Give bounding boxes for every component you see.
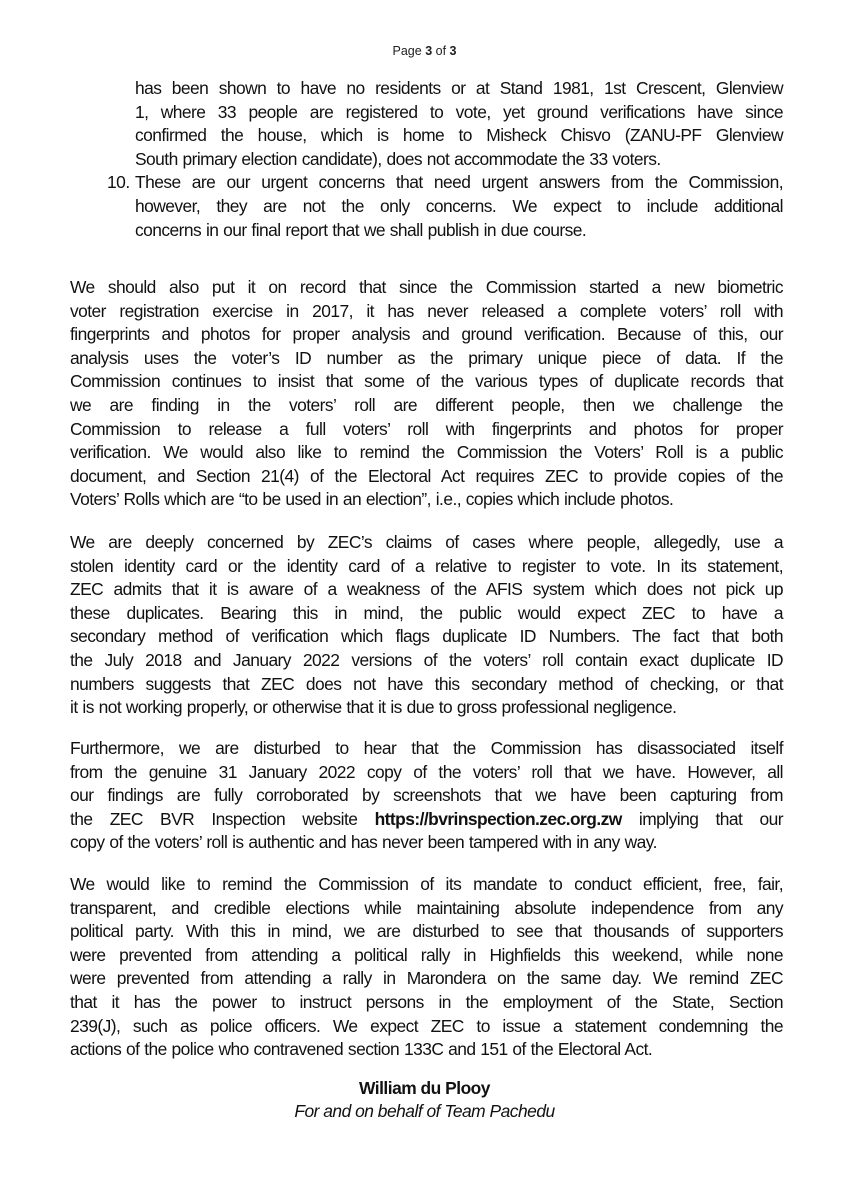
text-line: concerns in our final report that we shall publish in due course. (135, 219, 587, 240)
list-item-number: 10. (107, 172, 130, 193)
paragraph-stolen-identity (70, 531, 783, 720)
text-line: voter registration exercise in 2017, it has never released a complete voters’ roll with (70, 300, 783, 321)
text-line: 1, where 33 people are registered to vote, yet ground verifications have since (135, 101, 783, 122)
text-line: Furthermore, we are disturbed to hear that the Commission has disassociated itself (70, 738, 783, 758)
bvr-inspection-link[interactable]: https://bvrinspection.zec.org.zw (374, 808, 622, 829)
text-line: these duplicates. Bearing this in mind, the public would expect ZEC to have a (70, 602, 783, 623)
text-line: analysis uses the voter’s ID number as the primary unique piece of data. If the (70, 347, 783, 368)
text-line: were prevented from attending a rally in Marondera on the same day. We remind ZEC (70, 968, 783, 989)
text-line: from the genuine 31 January 2022 copy of the voters’ roll that we have. However, all (70, 761, 783, 782)
text-line: our findings are fully corroborated by screenshots that we have been capturing from (70, 785, 783, 806)
text-line: secondary method of verification which flags duplicate ID Numbers. The fact that both (70, 626, 783, 647)
text-line: fingerprints and photos for proper analysis and ground verification. Because of this, our (70, 324, 783, 345)
list-item-10 (107, 171, 783, 242)
text-line: verification. We would also like to remind the Commission the Voters’ Roll is a public (70, 442, 783, 463)
page-label: Page (392, 44, 422, 58)
url-line-after: implying that our (621, 808, 783, 829)
text-line: has been shown to have no residents or at Stand 1981, 1st Crescent, Glenview (135, 78, 783, 98)
paragraph-biometric-registration (70, 276, 783, 512)
text-line: political party. With this in mind, we are disturbed to see that thousands of supporters (70, 921, 783, 942)
text-line: transparent, and credible elections while maintaining absolute independence from any (70, 897, 783, 918)
text-line: document, and Section 21(4) of the Electoral Act requires ZEC to provide copies of the (70, 465, 783, 486)
text-line: it is not working properly, or otherwise that it is due to gross professional negligence. (70, 697, 677, 718)
text-line: South primary election candidate), does not accommodate the 33 voters. (135, 148, 661, 169)
page-number-header (0, 44, 849, 58)
list-item-text (135, 171, 783, 242)
text-line: confirmed the house, which is home to Misheck Chisvo (ZANU-PF Glenview (135, 125, 783, 146)
page-current: 3 (425, 44, 433, 58)
text-line: We would like to remind the Commission of its mandate to conduct efficient, free, fair, (70, 874, 783, 894)
text-line: numbers suggests that ZEC does not have this secondary method of checking, or that (70, 673, 783, 694)
text-line-with-url (70, 808, 783, 832)
paragraph-voters-roll-copy (70, 737, 783, 855)
text-line: copy of the voters’ roll is authentic and has never been tampered with in any way. (70, 832, 657, 853)
numbered-list (107, 77, 783, 242)
text-line: the July 2018 and January 2022 versions of the voters’ roll contain exact duplicate ID (70, 649, 783, 670)
text-line: stolen identity card or the identity card of a relative to register to vote. In its statement, (70, 555, 783, 576)
signature-name: William du Plooy (359, 1078, 490, 1098)
text-line: These are our urgent concerns that need urgent answers from the Commission, (135, 172, 783, 193)
list-item-9-continuation (107, 77, 783, 171)
text-line: were prevented from attending a political rally in Highfields this weekend, while none (70, 944, 783, 965)
page-total: 3 (449, 44, 457, 58)
text-line: actions of the police who contravened section 133C and 151 of the Electoral Act. (70, 1039, 653, 1060)
signature-role: For and on behalf of Team Pachedu (294, 1101, 555, 1121)
text-line: We should also put it on record that since the Commission started a new biometric (70, 277, 783, 297)
text-line: however, they are not the only concerns. We expect to include additional (135, 195, 783, 216)
text-line: We are deeply concerned by ZEC’s claims of cases where people, allegedly, use a (70, 532, 783, 552)
text-line: ZEC admits that it is aware of a weakness of the AFIS system which does not pick up (70, 579, 783, 600)
text-line: 239(J), such as police officers. We expect ZEC to issue a statement condemning the (70, 1015, 783, 1036)
text-line: Commission to release a full voters’ roll with fingerprints and photos for proper (70, 418, 783, 439)
paragraph-commission-mandate (70, 873, 783, 1062)
text-line: Voters’ Rolls which are “to be used in an election”, i.e., copies which include photos. (70, 489, 674, 510)
text-line: Commission continues to insist that some of the various types of duplicate records that (70, 371, 783, 392)
list-item-text (135, 77, 783, 171)
text-line: we are finding in the voters’ roll are different people, then we challenge the (70, 394, 783, 415)
url-line-before: the ZEC BVR Inspection website (70, 808, 375, 829)
page-of-label: of (435, 44, 447, 58)
text-line: that it has the power to instruct persons in the employment of the State, Section (70, 991, 783, 1012)
